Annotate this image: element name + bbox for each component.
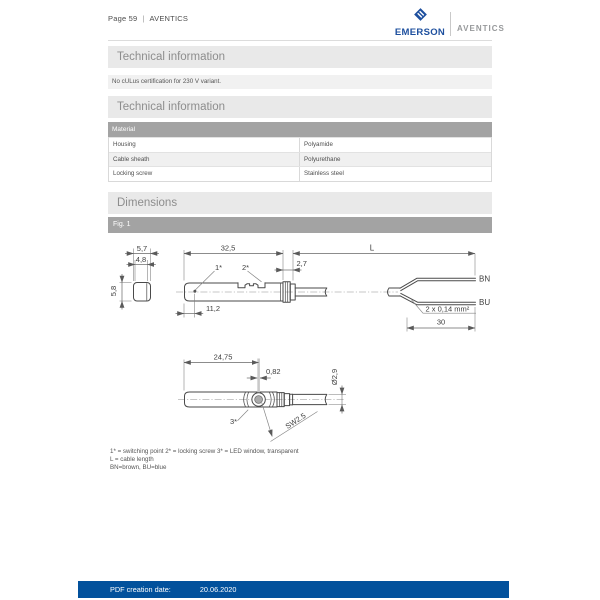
figure-footnotes xyxy=(110,448,299,472)
page-number-label: Page 59 xyxy=(108,14,138,23)
dim-24-75: 24,75 xyxy=(213,352,233,362)
material-table-title: Material xyxy=(108,122,492,137)
dim-5-8: 5,8 xyxy=(109,285,118,297)
certification-note: No cULus certification for 230 V variant. xyxy=(108,75,492,89)
footnote-line: L = cable length xyxy=(110,456,154,463)
technical-drawing xyxy=(108,233,492,446)
table-cell-value: Polyurethane xyxy=(304,155,341,163)
dimension-lines xyxy=(122,254,475,414)
table-row xyxy=(109,166,491,181)
locking-screw xyxy=(255,396,263,404)
page-breadcrumb xyxy=(108,14,188,23)
leader-lines xyxy=(195,271,476,442)
pdf-creation-label: PDF creation date: xyxy=(110,585,171,594)
table-row xyxy=(109,137,491,152)
table-cell-property: Locking screw xyxy=(109,167,300,181)
footnote-line: BN=brown, BU=blue xyxy=(110,464,167,471)
wire-label-bu: BU xyxy=(479,298,491,307)
side-view xyxy=(134,278,476,305)
figure-area xyxy=(108,233,492,446)
brand-label: AVENTICS xyxy=(149,14,189,23)
dim-4-8: 4,8 xyxy=(135,255,147,264)
section-header-technical-information-2: Technical information xyxy=(108,96,492,118)
table-cell-property: Cable sheath xyxy=(109,153,300,167)
figure-title-bar: Fig. 1 xyxy=(108,217,492,233)
ref-led-window: 3* xyxy=(230,417,238,426)
breadcrumb-divider: | xyxy=(142,14,145,23)
switching-point-marker xyxy=(193,290,196,293)
header-rule xyxy=(108,40,492,41)
table-cell-property: Housing xyxy=(109,138,300,152)
dim-0-82: 0,82 xyxy=(266,367,281,376)
pdf-creation-date: 20.06.2020 xyxy=(199,585,237,594)
footnote-line: 1* = switching point 2* = locking screw 3* = LED window, transparent xyxy=(110,448,299,455)
aventics-wordmark: AVENTICS xyxy=(457,24,505,33)
dim-cable-length: L xyxy=(369,243,375,253)
ref-switching-point: 1* xyxy=(215,263,223,272)
wire-spec-label: 2 x 0,14 mm² xyxy=(425,304,470,314)
section-header-technical-information-1: Technical information xyxy=(108,46,492,68)
material-table xyxy=(108,122,492,182)
dim-30: 30 xyxy=(436,317,446,327)
logo-divider xyxy=(450,12,451,36)
dim-2-7: 2,7 xyxy=(296,259,307,268)
emerson-wordmark: EMERSON xyxy=(394,27,446,38)
table-cell-value: Stainless steel xyxy=(304,170,344,178)
section-header-dimensions: Dimensions xyxy=(108,192,492,214)
dim-5-7: 5,7 xyxy=(136,244,148,253)
dim-wrench-size: SW2.5 xyxy=(283,410,308,431)
emerson-logo xyxy=(394,8,446,38)
table-cell-value: Polyamide xyxy=(304,141,333,148)
dim-11-2: 11,2 xyxy=(206,304,221,313)
ref-locking-screw: 2* xyxy=(242,263,250,272)
footer-bar xyxy=(78,581,509,598)
wire-label-bn: BN xyxy=(479,274,491,284)
emerson-diamond-icon xyxy=(413,8,428,21)
dim-32-5: 32,5 xyxy=(220,243,236,253)
table-row xyxy=(109,152,491,167)
extension-lines xyxy=(120,249,476,405)
dim-cable-diameter: Ø2,9 xyxy=(330,368,339,386)
